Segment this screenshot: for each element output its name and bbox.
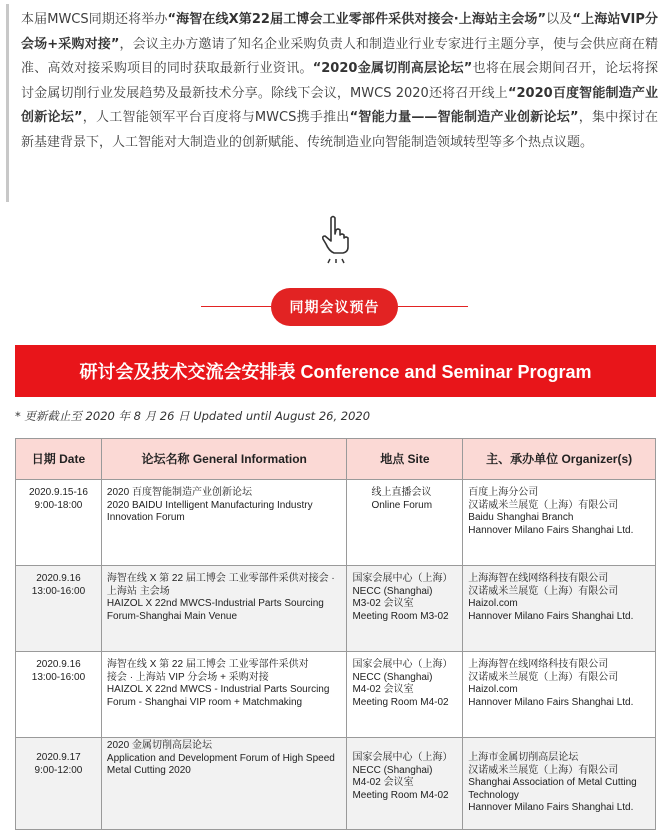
cell-site: 国家会展中心（上海） NECC (Shanghai) M3-02 会议室 Meeting Room M3-02 [347,566,463,652]
table-row [16,738,656,830]
program-table [15,438,656,830]
intro-paragraph [6,4,662,202]
intro-text-3: ，会议主办方邀请了知名企业采购负责人和制造业行业专家进行主题分享，使与会供应商在精准、高效对接采购项目的同时获取最新行业资讯。 [21,36,658,77]
cell-organizer: 上海海智在线网络科技有限公司 汉诺威米兰展览（上海）有限公司 Haizol.com Hannover Milano Fairs Shanghai Ltd. [463,566,656,652]
header-organizer: 主、承办单位 Organizer(s) [463,439,656,480]
intro-text-6: ，集中探讨在新基建背景下，人工智能对大制造业的创新赋能、传统制造业向智能制造领域转型等多个热点议题。 [21,110,659,150]
cell-organizer: 百度上海分公司 汉诺威米兰展览（上海）有限公司 Baidu Shanghai Branch Hannover Milano Fairs Shanghai Ltd. [463,480,656,566]
cell-site: 国家会展中心（上海） NECC (Shanghai) M4-02 会议室 Meeting Room M4-02 [347,738,463,830]
intro-bold-4: “2020百度智能制造产业创新论坛” [21,85,658,126]
program-banner-title: 研讨会及技术交流会安排表 Conference and Seminar Program [15,345,656,397]
divider-right [398,306,468,307]
divider-left [201,306,271,307]
pointing-hand-icon [318,214,354,264]
cell-info: 2020 金属切削高层论坛 Application and Development Forum of High Speed Metal Cutting 2020 [101,738,347,830]
cell-info: 海智在线 X 第 22 届工博会 工业零部件采供对 接会 · 上海站 VIP 分会场 + 采购对接 HAIZOL X 22nd MWCS - Industrial Parts Sourcing Forum - Shanghai VIP room + Matchmaking [101,652,347,738]
table-row [16,480,656,566]
header-date: 日期 Date [16,439,102,480]
cell-organizer: 上海海智在线网络科技有限公司 汉诺威米兰展览（上海）有限公司 Haizol.com Hannover Milano Fairs Shanghai Ltd. [463,652,656,738]
intro-bold-2: “上海站VIP分会场+采购对接” [21,12,658,52]
cell-date: 2020.9.16 13:00-16:00 [16,652,102,738]
header-info: 论坛名称 General Information [101,439,347,480]
table-row [16,566,656,652]
intro-bold-1: “海智在线X第22届工博会工业零部件采供对接会·上海站主会场” [167,12,547,27]
cell-date: 2020.9.16 13:00-16:00 [16,566,102,652]
intro-bold-5: “智能力量——智能制造产业创新论坛” [349,110,579,126]
intro-text-2: 以及 [546,12,573,27]
header-site: 地点 Site [347,439,463,480]
cell-date: 2020.9.17 9:00-12:00 [16,738,102,830]
cell-info: 海智在线 X 第 22 届工博会 工业零部件采供对接会 · 上海站 主会场 HAIZOL X 22nd MWCS-Industrial Parts Sourcing Forum-Shanghai Main Venue [101,566,347,652]
intro-bold-3: “2020金属切削高层论坛” [312,61,473,77]
table-header-row [16,439,656,480]
table-row [16,652,656,738]
cell-site: 国家会展中心（上海） NECC (Shanghai) M4-02 会议室 Meeting Room M4-02 [347,652,463,738]
intro-text-4: 也将在展会期间召开，论坛将探讨金属切削行业发展趋势及最新技术分享。除线下会议，MWCS 2020还将召开线上 [21,61,658,101]
section-pill: 同期会议预告 [271,288,398,326]
intro-text-5: ，人工智能领军平台百度将与MWCS携手推出 [82,110,350,126]
cell-organizer: 上海市金属切削高层论坛 汉诺威米兰展览（上海）有限公司 Shanghai Association of Metal Cutting Technology Hannover Milano Fairs Shanghai Ltd. [463,738,656,830]
cell-info: 2020 百度智能制造产业创新论坛 2020 BAIDU Intelligent Manufacturing Industry Innovation Forum [101,480,347,566]
intro-text-1: 本届MWCS同期还将举办 [21,12,168,27]
cell-date: 2020.9.15-16 9:00-18:00 [16,480,102,566]
cell-site: 线上直播会议 Online Forum [347,480,463,566]
updated-note: * 更新截止至 2020 年 8 月 26 日 Updated until August 26, 2020 [15,409,371,423]
